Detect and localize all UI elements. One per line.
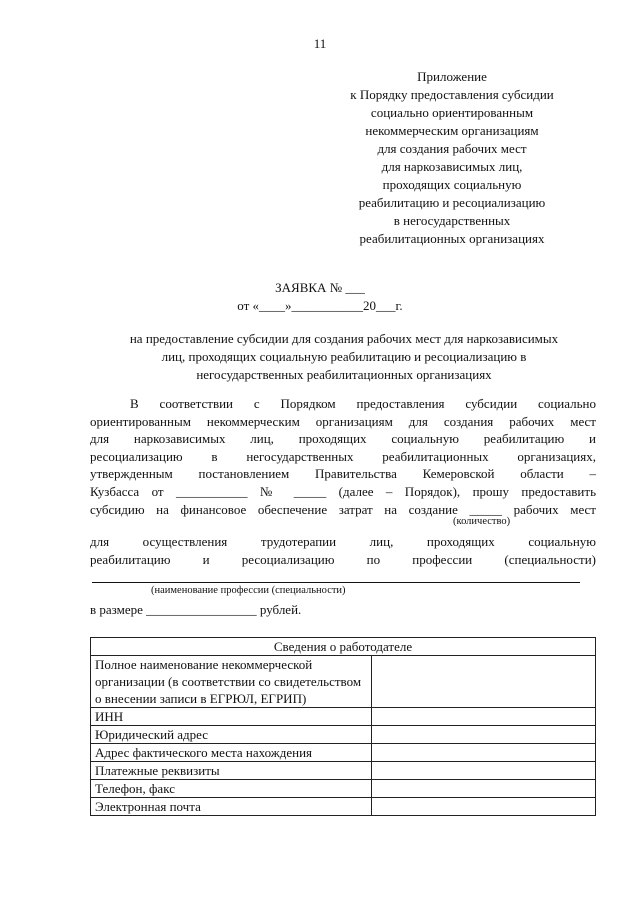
table-row [91, 744, 596, 762]
row-value[interactable] [372, 798, 596, 816]
application-date: от «____»___________20___г. [237, 298, 403, 313]
body-line: реабилитацию и ресоциализацию по профессии (специальности) [90, 551, 596, 567]
appendix-header [322, 68, 582, 248]
subtitle-line: негосударственных реабилитационных организациях [196, 367, 492, 382]
appendix-line: реабилитационных организациях [359, 231, 545, 246]
row-value[interactable] [372, 726, 596, 744]
document-title [0, 279, 640, 315]
body-paragraph-2 [90, 533, 596, 568]
row-value[interactable] [372, 708, 596, 726]
body-line: Кузбасса от ___________ № _____ (далее – Порядок), прошу предоставить [90, 483, 596, 499]
subtitle-line: лиц, проходящих социальную реабилитацию и ресоциализацию в [161, 349, 527, 364]
body-line: ориентированным некоммерческим организациям для создания рабочих мест [90, 413, 596, 429]
row-label: Платежные реквизиты [91, 762, 372, 780]
row-label: Юридический адрес [91, 726, 372, 744]
application-number: ЗАЯВКА № ___ [275, 280, 365, 295]
profession-blank-line [92, 582, 580, 583]
appendix-line: социально ориентированным [370, 105, 534, 120]
amount-line: в размере _________________ рублей. [90, 602, 302, 617]
appendix-line: к Порядку предоставления субсидии [350, 87, 554, 102]
row-value[interactable] [372, 744, 596, 762]
document-subtitle [84, 330, 604, 384]
appendix-line: реабилитацию и ресоциализацию [358, 195, 546, 210]
profession-note: (наименование профессии (специальности) [151, 585, 346, 596]
table-header: Сведения о работодателе [91, 638, 596, 656]
table-row [91, 656, 596, 708]
employer-info-table [90, 637, 596, 816]
row-label: Адрес фактического места нахождения [91, 744, 372, 762]
body-line: В соответствии с Порядком предоставления субсидии социально [130, 396, 596, 411]
table-row [91, 708, 596, 726]
appendix-line: некоммерческим организациям [365, 123, 539, 138]
appendix-line: для создания рабочих мест [377, 141, 527, 156]
body-line: субсидию на финансовое обеспечение затрат на создание _____ рабочих мест [90, 501, 596, 517]
quantity-note: (количество) [453, 516, 511, 527]
body-line: для наркозависимых лиц, проходящих социальную реабилитацию и [90, 431, 596, 447]
row-label: Телефон, факс [91, 780, 372, 798]
table-row [91, 726, 596, 744]
row-value[interactable] [372, 656, 596, 708]
table-row [91, 780, 596, 798]
body-line: утвержденным постановлением Правительства Кемеровской области – [90, 466, 596, 482]
appendix-line: проходящих социальную [382, 177, 522, 192]
row-label: Полное наименование некоммерческой организации (в соответствии со свидетельством о внесении записи в ЕГРЮЛ, ЕГРИП) [91, 656, 372, 708]
subtitle-line: на предоставление субсидии для создания рабочих мест для наркозависимых [129, 331, 559, 346]
body-paragraph [90, 395, 596, 518]
table-row [91, 762, 596, 780]
appendix-line: Приложение [417, 69, 487, 84]
body-line: ресоциализацию в негосударственных реабилитационных организациях, [90, 448, 596, 464]
row-value[interactable] [372, 780, 596, 798]
row-label: Электронная почта [91, 798, 372, 816]
appendix-line: в негосударственных [393, 213, 511, 228]
row-value[interactable] [372, 762, 596, 780]
table-row [91, 798, 596, 816]
page-number: 11 [313, 36, 327, 51]
body-line: для осуществления трудотерапии лиц, проходящих социальную [90, 534, 596, 549]
appendix-line: для наркозависимых лиц, [381, 159, 523, 174]
row-label: ИНН [91, 708, 372, 726]
